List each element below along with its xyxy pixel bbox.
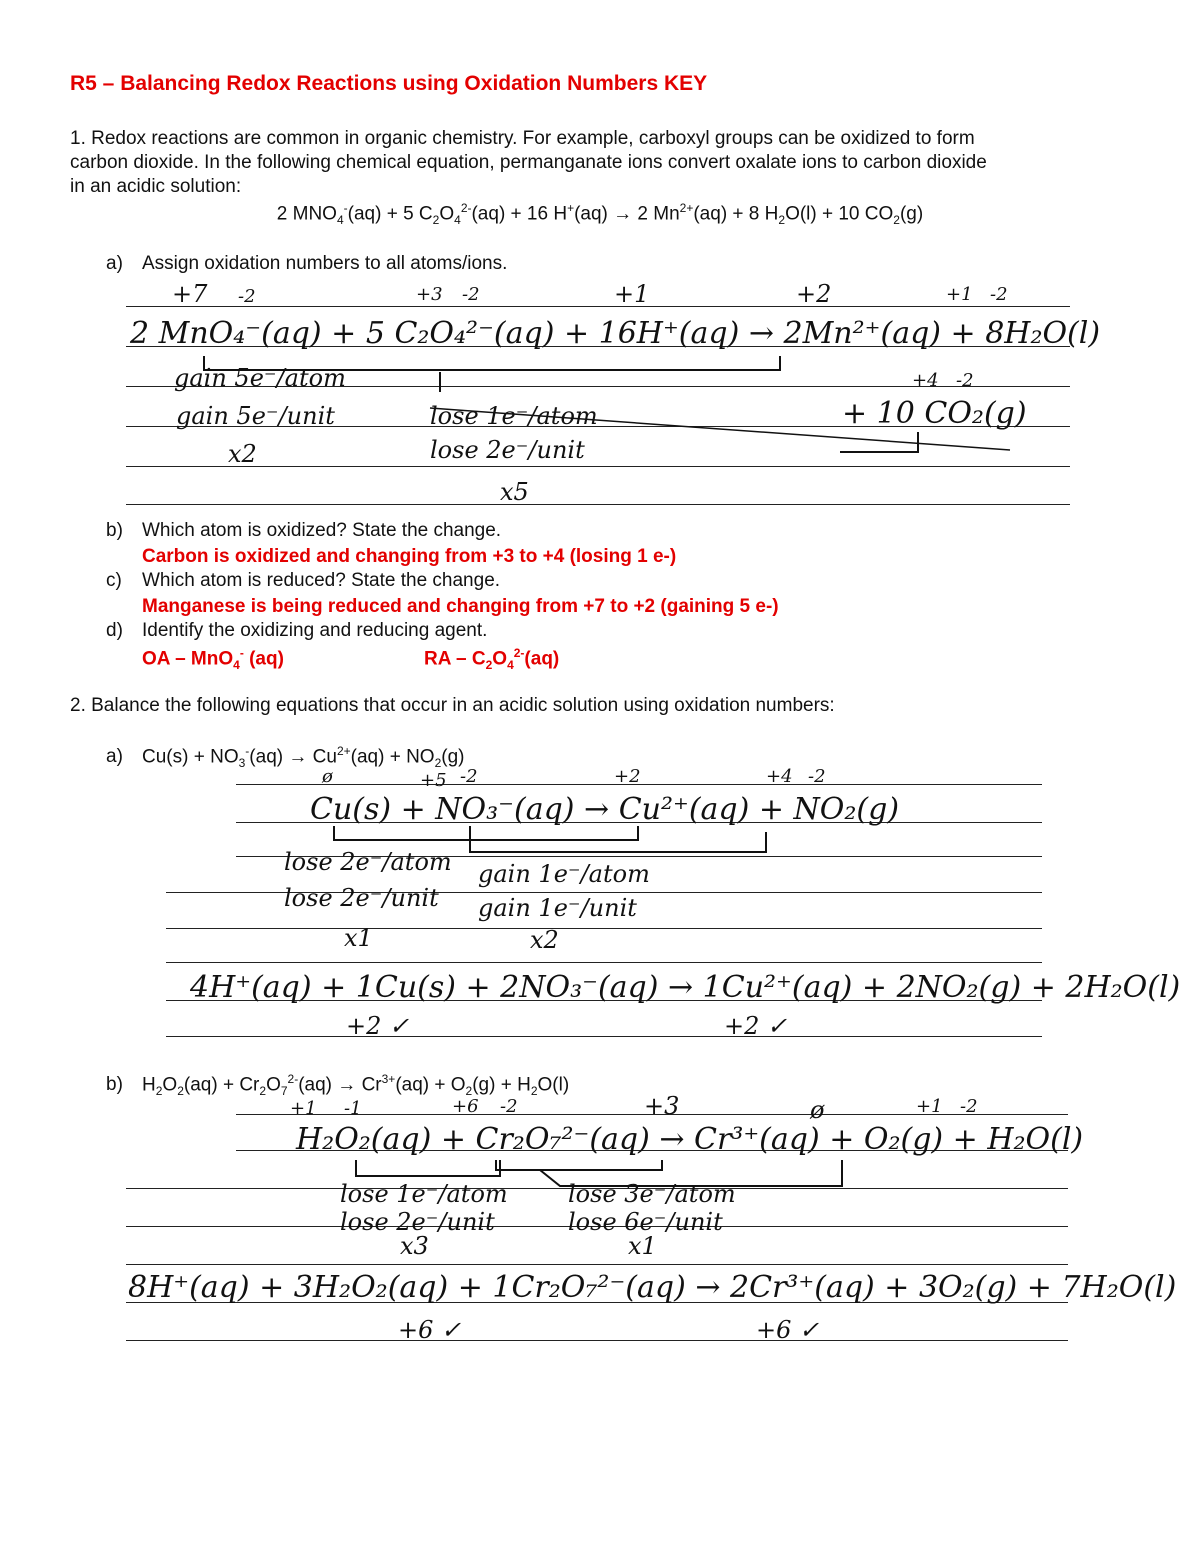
hw-co2: + 10 CO₂(g) — [842, 396, 1027, 431]
hw-q2a-times2: x2 — [530, 926, 559, 954]
hw-q2a-gain-atom: gain 1e⁻/atom — [478, 860, 650, 888]
hw-ox-h2: +1 — [946, 284, 973, 305]
hw-q2a-gain-unit: gain 1e⁻/unit — [478, 894, 637, 922]
hw-q2a-check-left: +2 ✓ — [346, 1012, 410, 1040]
hw-ox-h: +1 — [614, 280, 650, 308]
q1-reducing-agent: RA – $C_2O_4^{2-}(aq)$ — [424, 646, 560, 673]
q1-intro-line2: carbon dioxide. In the following chemical equation, permanganate ions convert oxalate ions to carbon dioxide — [70, 152, 987, 173]
hw-ox-o4: -2 — [960, 1096, 978, 1117]
hw-ox-h: +1 — [290, 1098, 317, 1119]
hw-ox-n: +5 — [420, 770, 447, 791]
q1-part-d: d) Identify the oxidizing and reducing agent. — [106, 620, 488, 641]
hw-ox-mn: +7 — [172, 280, 208, 308]
hw-ox-cu2: +2 — [614, 766, 641, 787]
hw-ox-o3: ø — [810, 1096, 825, 1124]
hw-ox-o3: -2 — [990, 284, 1008, 305]
hw-gain-unit: gain 5e⁻/unit — [176, 402, 335, 430]
hw-ox-cr: +6 — [452, 1096, 479, 1117]
hw-lose-atom: lose 1e⁻/atom — [430, 402, 598, 430]
hw-q2a-check-right: +2 ✓ — [724, 1012, 788, 1040]
hw-q2b-lose-atom: lose 1e⁻/atom — [340, 1180, 508, 1208]
hw-times2: x2 — [228, 440, 257, 468]
hw-ox-c2: +4 — [912, 370, 939, 391]
hw-ox-o2: -2 — [808, 766, 826, 787]
q2-part-a: a) $Cu(s) + NO_3^-(aq) \to Cu^{2+}(aq) + NO_2(g)$ — [106, 744, 465, 771]
hw-ox-o: -2 — [238, 286, 256, 307]
hw-q2a-lose-unit: lose 2e⁻/unit — [284, 884, 439, 912]
hw-q2a-equation: Cu(s) + NO₃⁻(aq) → Cu²⁺(aq) + NO₂(g) — [310, 792, 900, 827]
hw-q2a-times1: x1 — [344, 924, 373, 952]
hw-ox-n2: +4 — [766, 766, 793, 787]
hw-lose-unit: lose 2e⁻/unit — [430, 436, 585, 464]
hw-q1-equation: 2 MnO₄⁻(aq) + 5 C₂O₄²⁻(aq) + 16H⁺(aq) → 2Mn²⁺(aq) + 8H₂O(l) — [130, 316, 1101, 351]
hw-q2b-equation: H₂O₂(aq) + Cr₂O₇²⁻(aq) → Cr³⁺(aq) + O₂(g) + H₂O(l) — [296, 1122, 1084, 1157]
q2-part-b: b) $H_2O_2(aq) + Cr_2O_7^{2-}(aq) \to Cr^{3+}(aq) + O_2(g) + H_2O(l)$ — [106, 1072, 570, 1099]
q1-part-b: b) Which atom is oxidized? State the change. — [106, 520, 502, 541]
q1-part-a: a) Assign oxidation numbers to all atoms/ions. — [106, 253, 508, 274]
hw-q2b-times1: x1 — [628, 1232, 657, 1260]
hw-ox-cu: ø — [322, 766, 333, 787]
hw-ox-cr2: +3 — [644, 1092, 680, 1120]
hw-q2a-balanced: 4H⁺(aq) + 1Cu(s) + 2NO₃⁻(aq) → 1Cu²⁺(aq) + 2NO₂(g) + 2H₂O(l) — [190, 970, 1181, 1005]
hw-q2b-lose3-atom: lose 3e⁻/atom — [568, 1180, 736, 1208]
hw-ox-o: -2 — [462, 284, 480, 305]
q1-b-answer: Carbon is oxidized and changing from +3 to +4 (losing 1 e-) — [142, 546, 677, 567]
hw-q2b-balanced: 8H⁺(aq) + 3H₂O₂(aq) + 1Cr₂O₇²⁻(aq) → 2Cr³⁺(aq) + 3O₂(g) + 7H₂O(l) — [128, 1270, 1177, 1305]
hw-q2b-check-right: +6 ✓ — [756, 1316, 820, 1344]
q1-intro-line3: in an acidic solution: — [70, 176, 242, 197]
hw-ox-o: -2 — [460, 766, 478, 787]
hw-q2b-lose-unit: lose 2e⁻/unit — [340, 1208, 495, 1236]
q1-equation: 2 $MNO_4^-(aq) + 5$ $C_2O_4^{2-}(aq) + 16$ H+(aq) → 2 $Mn^{2+}(aq) + 8$ $H_2O(l) + 10$ $CO_2(g)$ — [276, 201, 924, 228]
hw-ox-o4: -2 — [956, 370, 974, 391]
hw-gain-atom: gain 5e⁻/atom — [174, 364, 346, 392]
hw-ox-mn2: +2 — [796, 280, 832, 308]
hw-ox-c: +3 — [416, 284, 443, 305]
q1-c-answer: Manganese is being reduced and changing from +7 to +2 (gaining 5 e-) — [142, 596, 779, 617]
hw-times5: x5 — [500, 478, 529, 506]
page-title: R5 – Balancing Redox Reactions using Oxidation Numbers KEY — [70, 72, 708, 95]
hw-q2b-lose6-unit: lose 6e⁻/unit — [568, 1208, 723, 1236]
hw-ox-h2: +1 — [916, 1096, 943, 1117]
hw-q2a-lose-atom: lose 2e⁻/atom — [284, 848, 452, 876]
hw-q2b-check-left: +6 ✓ — [398, 1316, 462, 1344]
hw-ox-o2: -2 — [500, 1096, 518, 1117]
q1-part-c: c) Which atom is reduced? State the change. — [106, 570, 501, 591]
hw-q2b-times3: x3 — [400, 1232, 429, 1260]
q2-intro: 2. Balance the following equations that occur in an acidic solution using oxidation numbers: — [70, 695, 835, 716]
q1-oxidizing-agent: OA – MnO$_4$- (aq) — [142, 646, 284, 673]
q1-intro-line1: 1. Redox reactions are common in organic chemistry. For example, carboxyl groups can be oxidized to form — [70, 128, 975, 149]
hw-ox-o: -1 — [344, 1098, 362, 1119]
